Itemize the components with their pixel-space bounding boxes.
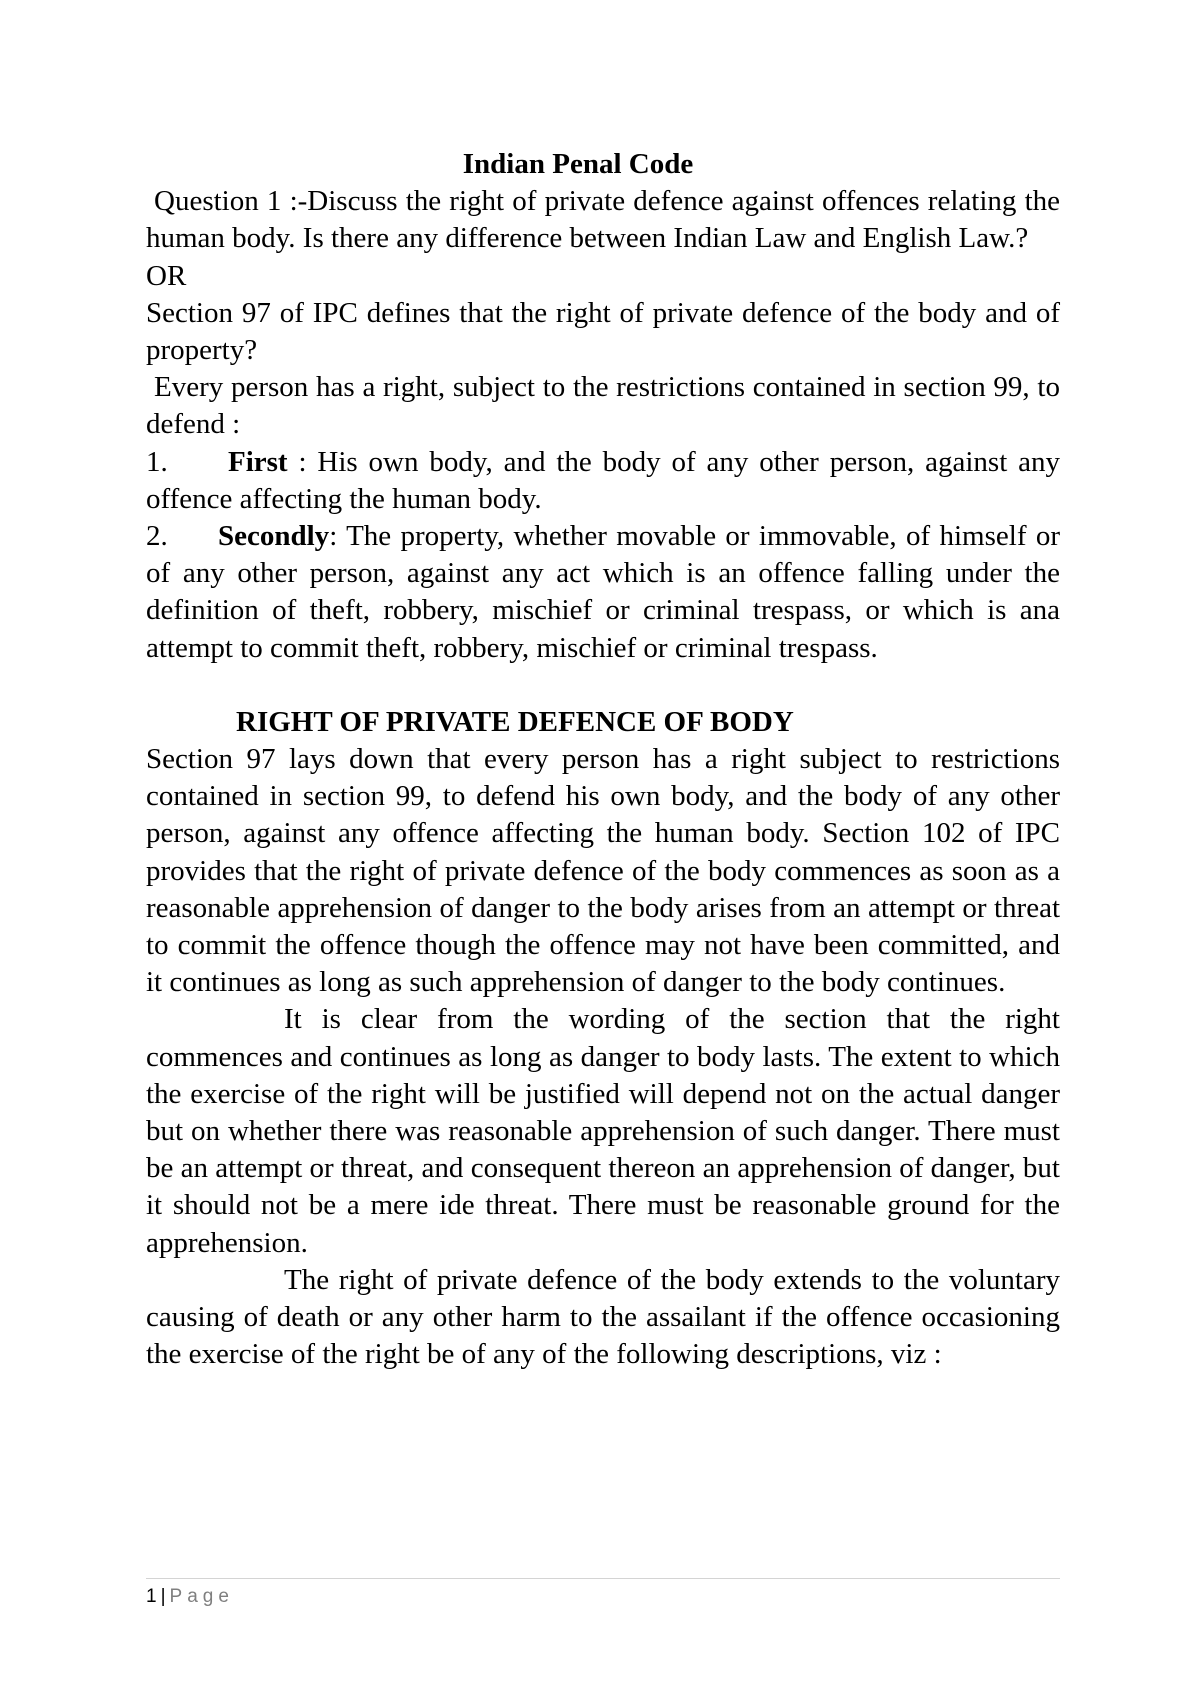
question-text: Question 1 :-Discuss the right of private defence against offences relating the human body. Is there any difference between Indian Law and English Law.? bbox=[146, 185, 1060, 255]
list-number: 1. bbox=[146, 445, 168, 478]
document-title: Indian Penal Code bbox=[462, 148, 694, 180]
paragraph-3: The right of private defence of the body extends to the voluntary causing of death or any other harm to the assailant if the offence occasioning the exercise of the right be of any of the following descriptions, viz : bbox=[146, 1263, 1060, 1371]
paragraph-1: Section 97 lays down that every person has a right subject to restrictions contained in section 99, to defend his own body, and the body of any other person, against any offence affecting the human body. Section 102 of IPC provides that the right of private defence of the body commences as soon as a reasonable apprehension of danger to the body arises from an attempt or threat to commit the offence though the offence may not have been committed, and it continues as long as such apprehension of danger to the body continues. bbox=[146, 743, 1060, 999]
list-label: Secondly bbox=[218, 520, 330, 553]
document-body bbox=[146, 146, 1060, 1374]
paragraph-2: It is clear from the wording of the section that the right commences and continues as long as danger to body lasts. The extent to which the exercise of the right will be justified will depend not on the actual danger but on whether there was reasonable apprehension of such danger. There must be an attempt or threat, and consequent thereon an apprehension of danger, but it should not be a mere ide threat. There must be reasonable ground for the apprehension. bbox=[146, 1003, 1060, 1259]
list-number: 2. bbox=[146, 520, 168, 553]
page-label: Page bbox=[169, 1586, 234, 1607]
list-text: : The property, whether movable or immovable, of himself or of any other person, against any act which is an offence falling under the definition of theft, robbery, mischief or criminal trespass, or which is ana attempt to commit theft, robbery, mischief or criminal trespass. bbox=[146, 520, 1060, 664]
page-number: 1 bbox=[146, 1586, 157, 1607]
list-item-first bbox=[146, 444, 1060, 518]
footer-divider bbox=[146, 1578, 1060, 1579]
section-heading: RIGHT OF PRIVATE DEFENCE OF BODY bbox=[236, 705, 794, 738]
section97-question: Section 97 of IPC defines that the right of private defence of the body and of property? bbox=[146, 296, 1060, 367]
list-item-secondly bbox=[146, 518, 1060, 667]
list-label: First bbox=[228, 445, 288, 478]
footer-separator: | bbox=[160, 1586, 166, 1607]
page-footer bbox=[146, 1586, 234, 1608]
or-text: OR bbox=[146, 259, 187, 292]
list-text: : His own body, and the body of any other person, against any offence affecting the human body. bbox=[146, 445, 1060, 515]
blank-line bbox=[146, 667, 1060, 704]
intro-text: Every person has a right, subject to the restrictions contained in section 99, to defend : bbox=[146, 371, 1060, 441]
